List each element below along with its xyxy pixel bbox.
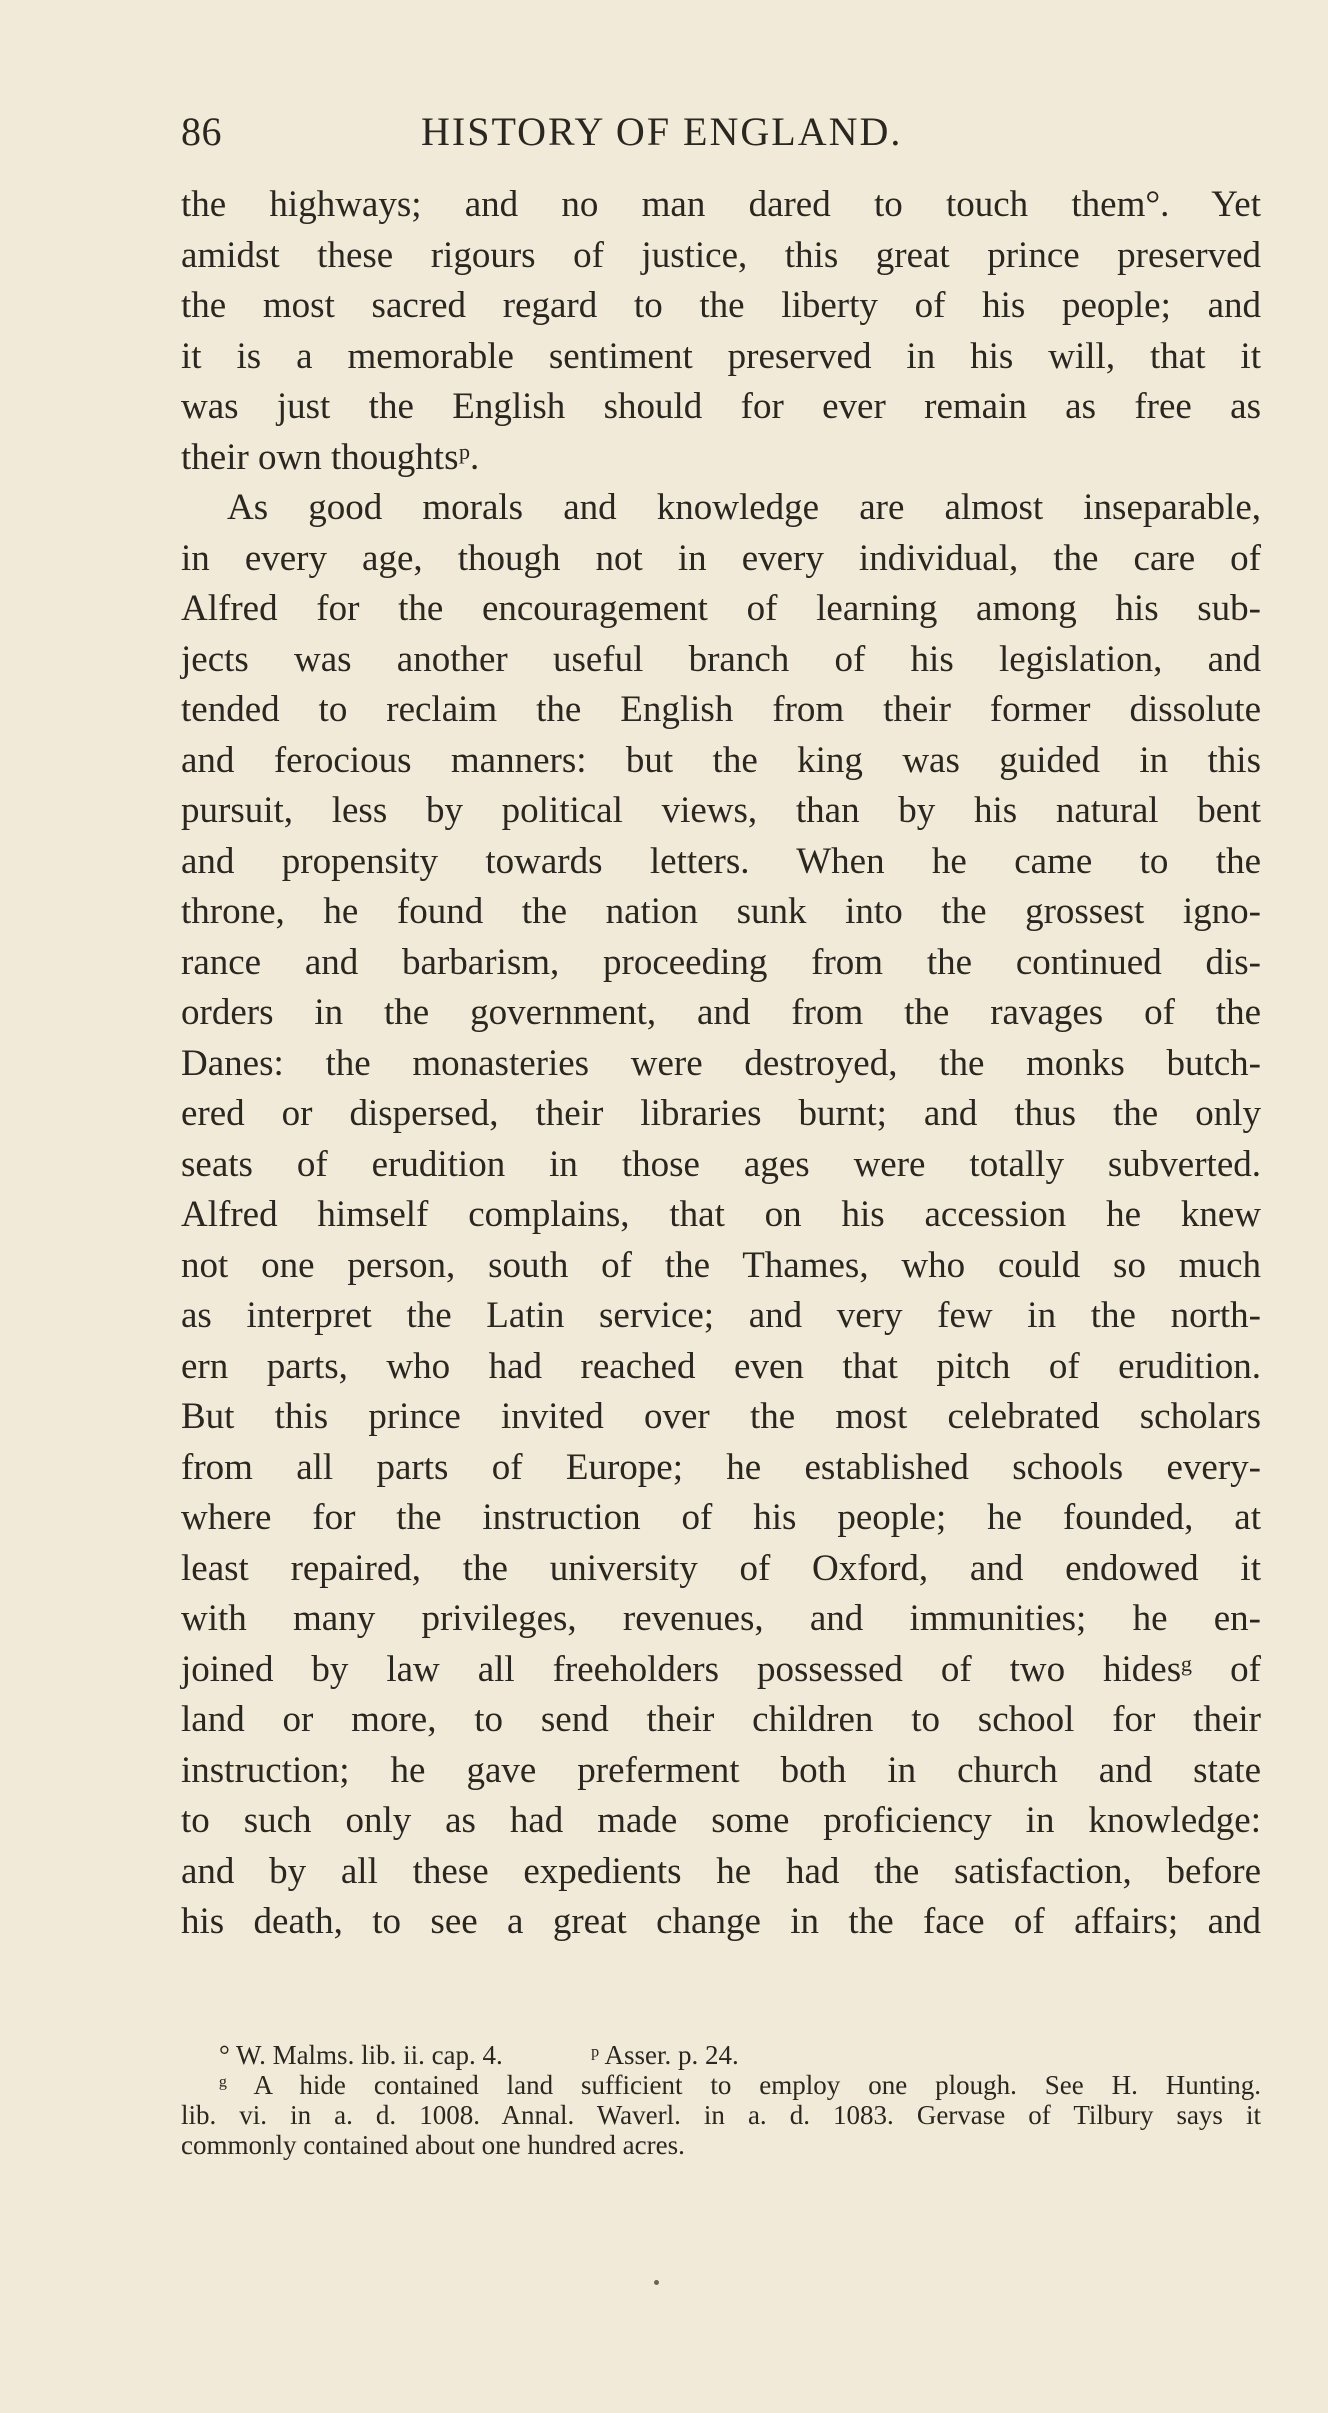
- footnote-q-line: ᵍ A hide contained land sufficient to employ one plough. See H. Hunting.: [219, 2070, 1261, 2100]
- page-number: 86: [181, 109, 222, 154]
- footnote-q-line: commonly contained about one hundred acres.: [181, 2130, 685, 2160]
- text-line: Alfred for the encouragement of learning among his sub-: [181, 588, 1261, 629]
- text-line: the highways; and no man dared to touch them°. Yet: [181, 184, 1261, 225]
- text-line: least repaired, the university of Oxford, and endowed it: [181, 1547, 1261, 1589]
- text-line: seats of erudition in those ages were totally subverted.: [181, 1143, 1261, 1185]
- text-line: his death, to see a great change in the face of affairs; and: [181, 1901, 1261, 1942]
- text-line: amidst these rigours of justice, this great prince preserved: [181, 234, 1261, 276]
- text-line: where for the instruction of his people; he founded, at: [181, 1497, 1261, 1538]
- text-line: instruction; he gave preferment both in church and state: [181, 1749, 1261, 1791]
- text-line: land or more, to send their children to school for their: [181, 1699, 1261, 1740]
- text-line: joined by law all freeholders possessed of two hidesᵍ of: [181, 1648, 1261, 1690]
- running-head: [181, 108, 1261, 168]
- text-line: to such only as had made some proficiency in knowledge:: [181, 1800, 1261, 1841]
- footnotes: [181, 2040, 1261, 2160]
- text-line: and ferocious manners: but the king was guided in this: [181, 739, 1261, 781]
- text-line: pursuit, less by political views, than by his natural bent: [181, 790, 1261, 831]
- paragraph-start-line: As good morals and knowledge are almost inseparable,: [227, 487, 1261, 528]
- text-line: was just the English should for ever remain as free as: [181, 386, 1261, 427]
- text-line: in every age, though not in every individual, the care of: [181, 537, 1261, 579]
- footnote-q-line: lib. vi. in a. d. 1008. Annal. Waverl. in a. d. 1083. Gervase of Tilbury says it: [181, 2100, 1261, 2130]
- text-line: throne, he found the nation sunk into the grossest igno-: [181, 891, 1261, 932]
- text-line: it is a memorable sentiment preserved in his will, that it: [181, 335, 1261, 377]
- text-line: jects was another useful branch of his legislation, and: [181, 638, 1261, 680]
- text-line: rance and barbarism, proceeding from the continued dis-: [181, 941, 1261, 983]
- running-title: HISTORY OF ENGLAND.: [421, 109, 903, 154]
- text-line: But this prince invited over the most celebrated scholars: [181, 1396, 1261, 1437]
- text-line: with many privileges, revenues, and immunities; he en-: [181, 1598, 1261, 1639]
- text-line: ered or dispersed, their libraries burnt; and thus the only: [181, 1093, 1261, 1134]
- text-line: from all parts of Europe; he established schools every-: [181, 1446, 1261, 1488]
- footnote-o-p-line: [181, 2040, 1261, 2070]
- ink-speck: [654, 2280, 659, 2285]
- text-line: orders in the government, and from the ravages of the: [181, 992, 1261, 1033]
- text-line: their own thoughtsᵖ.: [181, 436, 480, 478]
- text-line: and propensity towards letters. When he came to the: [181, 840, 1261, 882]
- text-line: Alfred himself complains, that on his accession he knew: [181, 1194, 1261, 1235]
- footnote-o: ° W. Malms. lib. ii. cap. 4.: [219, 2040, 503, 2070]
- text-line: as interpret the Latin service; and very few in the north-: [181, 1295, 1261, 1336]
- text-line: the most sacred regard to the liberty of his people; and: [181, 285, 1261, 326]
- text-line: Danes: the monasteries were destroyed, the monks butch-: [181, 1042, 1261, 1084]
- body-text: [181, 180, 1261, 1948]
- text-line: not one person, south of the Thames, who could so much: [181, 1244, 1261, 1286]
- text-line: and by all these expedients he had the satisfaction, before: [181, 1850, 1261, 1892]
- text-line: ern parts, who had reached even that pitch of erudition.: [181, 1345, 1261, 1387]
- footnote-p: ᵖ Asser. p. 24.: [590, 2040, 739, 2070]
- text-line: tended to reclaim the English from their former dissolute: [181, 689, 1261, 730]
